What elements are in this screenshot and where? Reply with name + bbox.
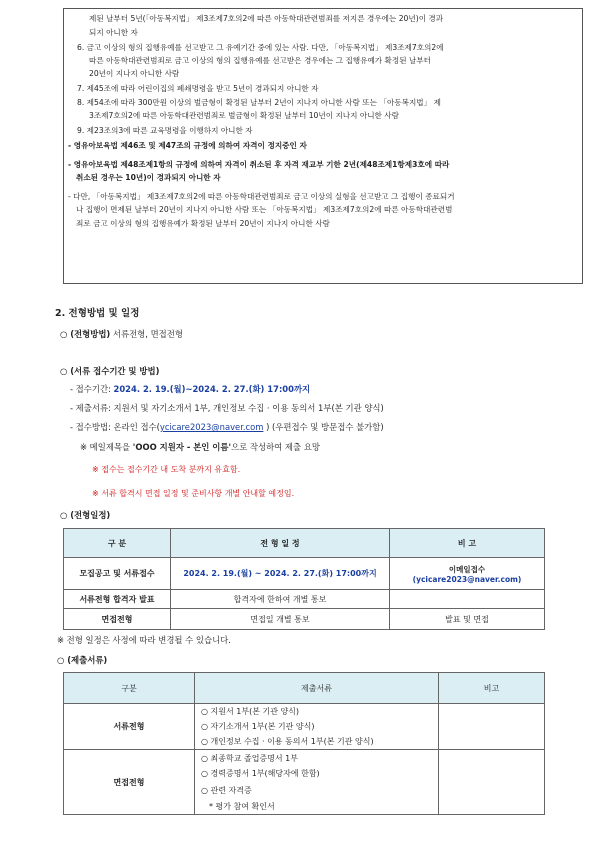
submit-title: ○ (제출서류) <box>57 655 108 665</box>
period-prefix: - 접수기간: <box>70 384 114 394</box>
doc-item: ○ 지원서 1부(본 기관 양식) <box>201 707 300 716</box>
text-line: 7. 제45조에 따라 어린이집의 폐쇄명령을 받고 5년이 경과되지 아니한 자 <box>77 84 319 93</box>
text-line: 제된 날부터 5년(「아동복지법」 제3조제7호의2에 따른 아동학대관련범죄를 저지른 경우에는 20년)이 경과 <box>89 14 444 23</box>
period-line <box>70 383 310 395</box>
submit-table <box>63 672 545 815</box>
header-cell: 비고 <box>439 673 545 704</box>
red-note: ※ 서류 합격시 면접 일정 및 준비사항 개별 안내할 예정임. <box>92 489 295 498</box>
method-suffix: ) (우편접수 및 방문접수 불가함) <box>263 422 384 432</box>
period-title: ○ (서류 접수기간 및 방법) <box>60 366 160 376</box>
bold-line: - 영유아보육법 제48조제1항의 규정에 의하여 자격이 취소된 후 자격 재교부 기한 2년(제48조제1항제3호에 따라 <box>68 160 450 169</box>
method-detail-line <box>70 421 384 433</box>
text-line: 9. 제23조의3에 따른 교육명령을 이행하지 아니한 자 <box>77 126 253 135</box>
text-line: 20년이 지나지 아니한 사람 <box>89 69 180 78</box>
period-value: 2024. 2. 19.(월)~2024. 2. 27.(화) 17:00까지 <box>113 384 311 394</box>
stage-cell: 서류전형 <box>64 704 195 750</box>
header-cell: 구 분 <box>64 529 171 558</box>
table-header-row <box>64 529 545 558</box>
table-row <box>64 704 545 750</box>
doc-item: ○ 경력증명서 1부(해당자에 한함) <box>201 768 320 778</box>
method-prefix: - 접수방법: 온라인 접수( <box>70 422 160 432</box>
mail-note-a: ※ 메일제목을 <box>80 442 133 452</box>
doc-item: ○ 관련 자격증 <box>201 785 252 795</box>
note-line: 죄로 금고 이상의 형의 집행유예가 확정된 날부터 20년이 지나지 아니한 사람 <box>76 219 330 228</box>
cell: 모집공고 및 서류접수 <box>64 558 171 590</box>
note-email: (ycicare2023@naver.com) <box>412 574 522 584</box>
table-row <box>64 558 545 590</box>
docs-cell <box>195 750 439 815</box>
docs-cell <box>195 704 439 750</box>
header-cell: 제출서류 <box>195 673 439 704</box>
doc-item: * 평가 참여 확인서 <box>209 801 275 811</box>
note-cell <box>439 704 545 750</box>
doc-item: ○ 자기소개서 1부(본 기관 양식) <box>201 722 315 731</box>
note-line: 나 집행이 면제된 날부터 20년이 지나지 아니한 사람 또는 「아동복지법」 제3조제7호의2에 따른 아동학대관련범 <box>76 205 453 214</box>
note-line: - 다만, 「아동복지법」 제3조제7호의2에 따른 아동학대관련범죄로 금고 이상의 실형을 선고받고 그 집행이 종료되거 <box>68 192 455 201</box>
method-value: 서류전형, 면접전형 <box>110 329 183 339</box>
text-line: 따른 아동학대관련범죄로 금고 이상의 형의 집행유예를 선고받은 경우에는 그 집행유예가 확정된 날부터 <box>89 56 431 65</box>
table-row <box>64 590 545 609</box>
cell: 2024. 2. 19.(월) ~ 2024. 2. 27.(화) 17:00까지 <box>171 558 390 590</box>
cell: 면접전형 <box>64 609 171 630</box>
bold-line: - 영유아보육법 제46조 및 제47조의 규정에 의하여 자격이 정지중인 자 <box>68 141 307 150</box>
header-cell: 구분 <box>64 673 195 704</box>
method-label: ○ (전형방법) <box>60 329 111 339</box>
schedule-table <box>63 528 545 630</box>
disqualification-box <box>63 8 583 284</box>
method-line <box>60 328 183 340</box>
table-row <box>64 750 545 815</box>
cell: 서류전형 합격자 발표 <box>64 590 171 609</box>
mail-note <box>80 441 320 453</box>
table-row <box>64 609 545 630</box>
text-line: 되지 아니한 자 <box>89 28 138 37</box>
cell: 합격자에 한하여 개별 통보 <box>171 590 390 609</box>
red-note: ※ 접수는 접수기간 내 도착 분까지 유효함. <box>92 465 241 474</box>
cell <box>390 590 545 609</box>
note-email-label: 이메일접수 <box>448 564 486 574</box>
bold-line: 취소된 경우는 10년)이 경과되지 아니한 자 <box>76 173 221 182</box>
docs-line: - 제출서류: 지원서 및 자기소개서 1부, 개인정보 수집 · 이용 동의서 1부(본 기관 양식) <box>70 403 384 413</box>
mail-note-b: 'OOO 지원자 - 본인 이름' <box>132 442 232 452</box>
mail-note-c: 으로 작성하여 제출 요망 <box>231 442 320 452</box>
email-link[interactable]: ycicare2023@naver.com <box>159 422 264 432</box>
header-cell: 비 고 <box>390 529 545 558</box>
doc-item: ○ 최종학교 졸업증명서 1부 <box>201 753 298 763</box>
header-cell: 전 형 일 정 <box>171 529 390 558</box>
cell: 발표 및 면접 <box>390 609 545 630</box>
text-line: 3조제7호의2에 따른 아동학대관련범죄로 벌금형이 확정된 날부터 10년이 지나지 아니한 사람 <box>89 111 399 120</box>
section-title: 2. 전형방법 및 일정 <box>55 308 140 319</box>
schedule-title: ○ (전형일정) <box>60 510 111 520</box>
text-line: 6. 금고 이상의 형의 집행유예를 선고받고 그 유예기간 중에 있는 사람. 다만, 「아동복지법」 제3조제7호의2에 <box>77 43 444 52</box>
text-line: 8. 제54조에 따라 300만원 이상의 벌금형이 확정된 날부터 2년이 지나지 아니한 사람 또는 「아동복지법」 제 <box>77 98 441 107</box>
schedule-note: ※ 전형 일정은 사정에 따라 변경될 수 있습니다. <box>57 635 231 645</box>
table-header-row <box>64 673 545 704</box>
cell <box>390 558 545 590</box>
note-cell <box>439 750 545 815</box>
cell: 면접일 개별 통보 <box>171 609 390 630</box>
stage-cell: 면접전형 <box>64 750 195 815</box>
doc-item: ○ 개인정보 수집 · 이용 동의서 1부(본 기관 양식) <box>201 737 374 746</box>
